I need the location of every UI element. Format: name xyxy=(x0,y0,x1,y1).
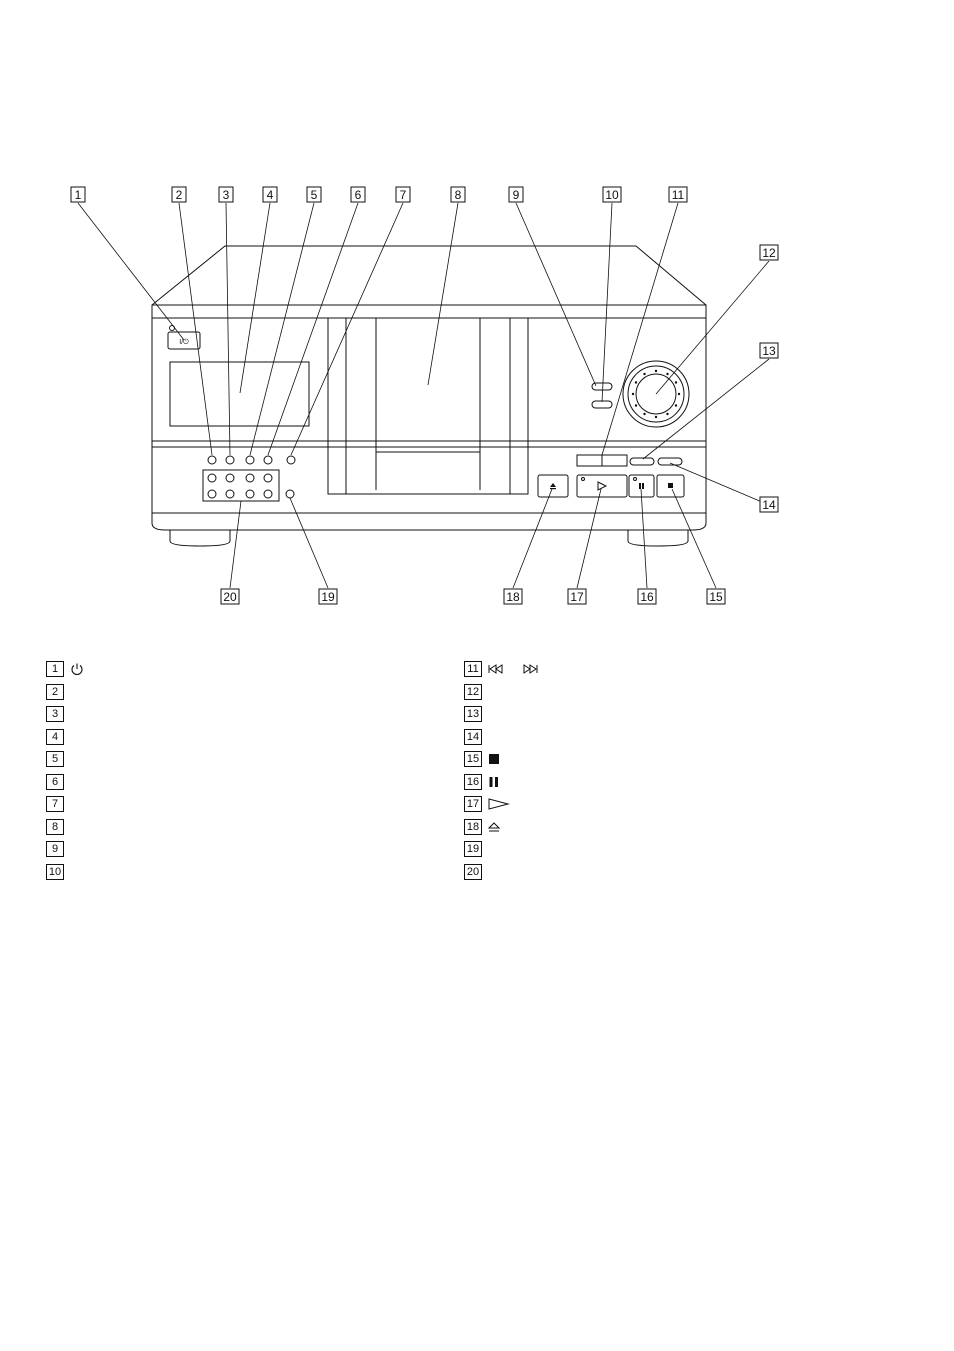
legend-number: 14 xyxy=(464,729,482,745)
callout-13 xyxy=(760,343,778,358)
svg-text:I/⏻: I/⏻ xyxy=(179,339,189,346)
svg-text:18: 18 xyxy=(506,590,520,604)
legend-number: 20 xyxy=(464,864,482,880)
callout-16 xyxy=(638,589,656,604)
cabinet-base xyxy=(152,513,706,530)
legend-number: 10 xyxy=(46,864,64,880)
legend-number: 1 xyxy=(46,661,64,677)
eject-icon xyxy=(488,821,500,833)
legend-number: 9 xyxy=(46,841,64,857)
svg-text:10: 10 xyxy=(605,188,619,202)
svg-text:8: 8 xyxy=(454,188,462,202)
button-7 xyxy=(287,456,295,464)
callout-4 xyxy=(263,187,277,202)
cd-changer-front-panel-diagram xyxy=(0,0,954,660)
legend-item xyxy=(46,861,466,884)
callout-2 xyxy=(172,187,186,202)
svg-text:6: 6 xyxy=(354,188,362,202)
svg-text:20: 20 xyxy=(223,590,237,604)
callout-5 xyxy=(307,187,321,202)
callout-18 xyxy=(504,589,522,604)
legend-number: 5 xyxy=(46,751,64,767)
play-icon xyxy=(488,798,510,810)
pause-icon xyxy=(488,776,500,788)
cabinet-top xyxy=(152,246,706,305)
callout-11 xyxy=(669,187,687,202)
left-foot xyxy=(170,530,230,546)
legend-number: 6 xyxy=(46,774,64,790)
legend-number: 8 xyxy=(46,819,64,835)
legend-number: 18 xyxy=(464,819,482,835)
legend-number: 4 xyxy=(46,729,64,745)
svg-text:9: 9 xyxy=(512,188,520,202)
legend-item xyxy=(464,793,884,816)
legend-number: 11 xyxy=(464,661,482,677)
legend-item xyxy=(464,771,884,794)
button-5 xyxy=(264,456,272,464)
legend-number: 7 xyxy=(46,796,64,812)
button-2 xyxy=(208,456,216,464)
legend-number: 2 xyxy=(46,684,64,700)
front-door xyxy=(328,318,528,494)
legend-item xyxy=(464,726,884,749)
button-4 xyxy=(246,456,254,464)
svg-text:12: 12 xyxy=(762,246,776,260)
legend-item xyxy=(464,838,884,861)
legend-number: 15 xyxy=(464,751,482,767)
callout-17 xyxy=(568,589,586,604)
legend-item xyxy=(464,681,884,704)
button-3 xyxy=(226,456,234,464)
svg-text:13: 13 xyxy=(762,344,776,358)
svg-text:2: 2 xyxy=(175,188,183,202)
callout-15 xyxy=(707,589,725,604)
callout-20 xyxy=(221,589,239,604)
svg-text:7: 7 xyxy=(399,188,407,202)
svg-text:19: 19 xyxy=(321,590,335,604)
svg-text:5: 5 xyxy=(310,188,318,202)
legend-number: 16 xyxy=(464,774,482,790)
skip-prev-next-icon xyxy=(488,663,552,675)
callout-12 xyxy=(760,245,778,260)
power-icon xyxy=(70,662,84,676)
legend-item xyxy=(464,748,884,771)
legend-item xyxy=(46,658,466,681)
callout-19 xyxy=(319,589,337,604)
svg-text:4: 4 xyxy=(266,188,274,202)
button-19 xyxy=(286,490,294,498)
legend-item xyxy=(464,703,884,726)
callout-8 xyxy=(451,187,465,202)
svg-text:15: 15 xyxy=(709,590,723,604)
svg-text:11: 11 xyxy=(671,188,685,202)
legend-number: 17 xyxy=(464,796,482,812)
legend-number: 19 xyxy=(464,841,482,857)
svg-text:17: 17 xyxy=(570,590,584,604)
legend-left xyxy=(46,658,466,883)
right-foot xyxy=(628,530,688,546)
stop-icon xyxy=(488,753,500,765)
callout-7 xyxy=(396,187,410,202)
callout-3 xyxy=(219,187,233,202)
legend-item xyxy=(464,658,884,681)
legend-item xyxy=(46,681,466,704)
legend-item xyxy=(46,838,466,861)
svg-text:14: 14 xyxy=(762,498,776,512)
callout-9 xyxy=(509,187,523,202)
callout-14 xyxy=(760,497,778,512)
legend-item xyxy=(46,793,466,816)
legend-item xyxy=(464,816,884,839)
legend-item xyxy=(46,748,466,771)
legend-item xyxy=(46,726,466,749)
legend-number: 13 xyxy=(464,706,482,722)
legend-item xyxy=(46,703,466,726)
legend-right xyxy=(464,658,884,883)
svg-text:16: 16 xyxy=(640,590,654,604)
callout-6 xyxy=(351,187,365,202)
cabinet-front xyxy=(152,305,706,513)
legend-item xyxy=(464,861,884,884)
legend-number: 3 xyxy=(46,706,64,722)
legend-item xyxy=(46,816,466,839)
display-window xyxy=(170,362,309,426)
svg-text:3: 3 xyxy=(222,188,230,202)
callout-10 xyxy=(603,187,621,202)
legend-number: 12 xyxy=(464,684,482,700)
svg-text:1: 1 xyxy=(74,188,82,202)
legend-item xyxy=(46,771,466,794)
callout-1 xyxy=(71,187,85,202)
